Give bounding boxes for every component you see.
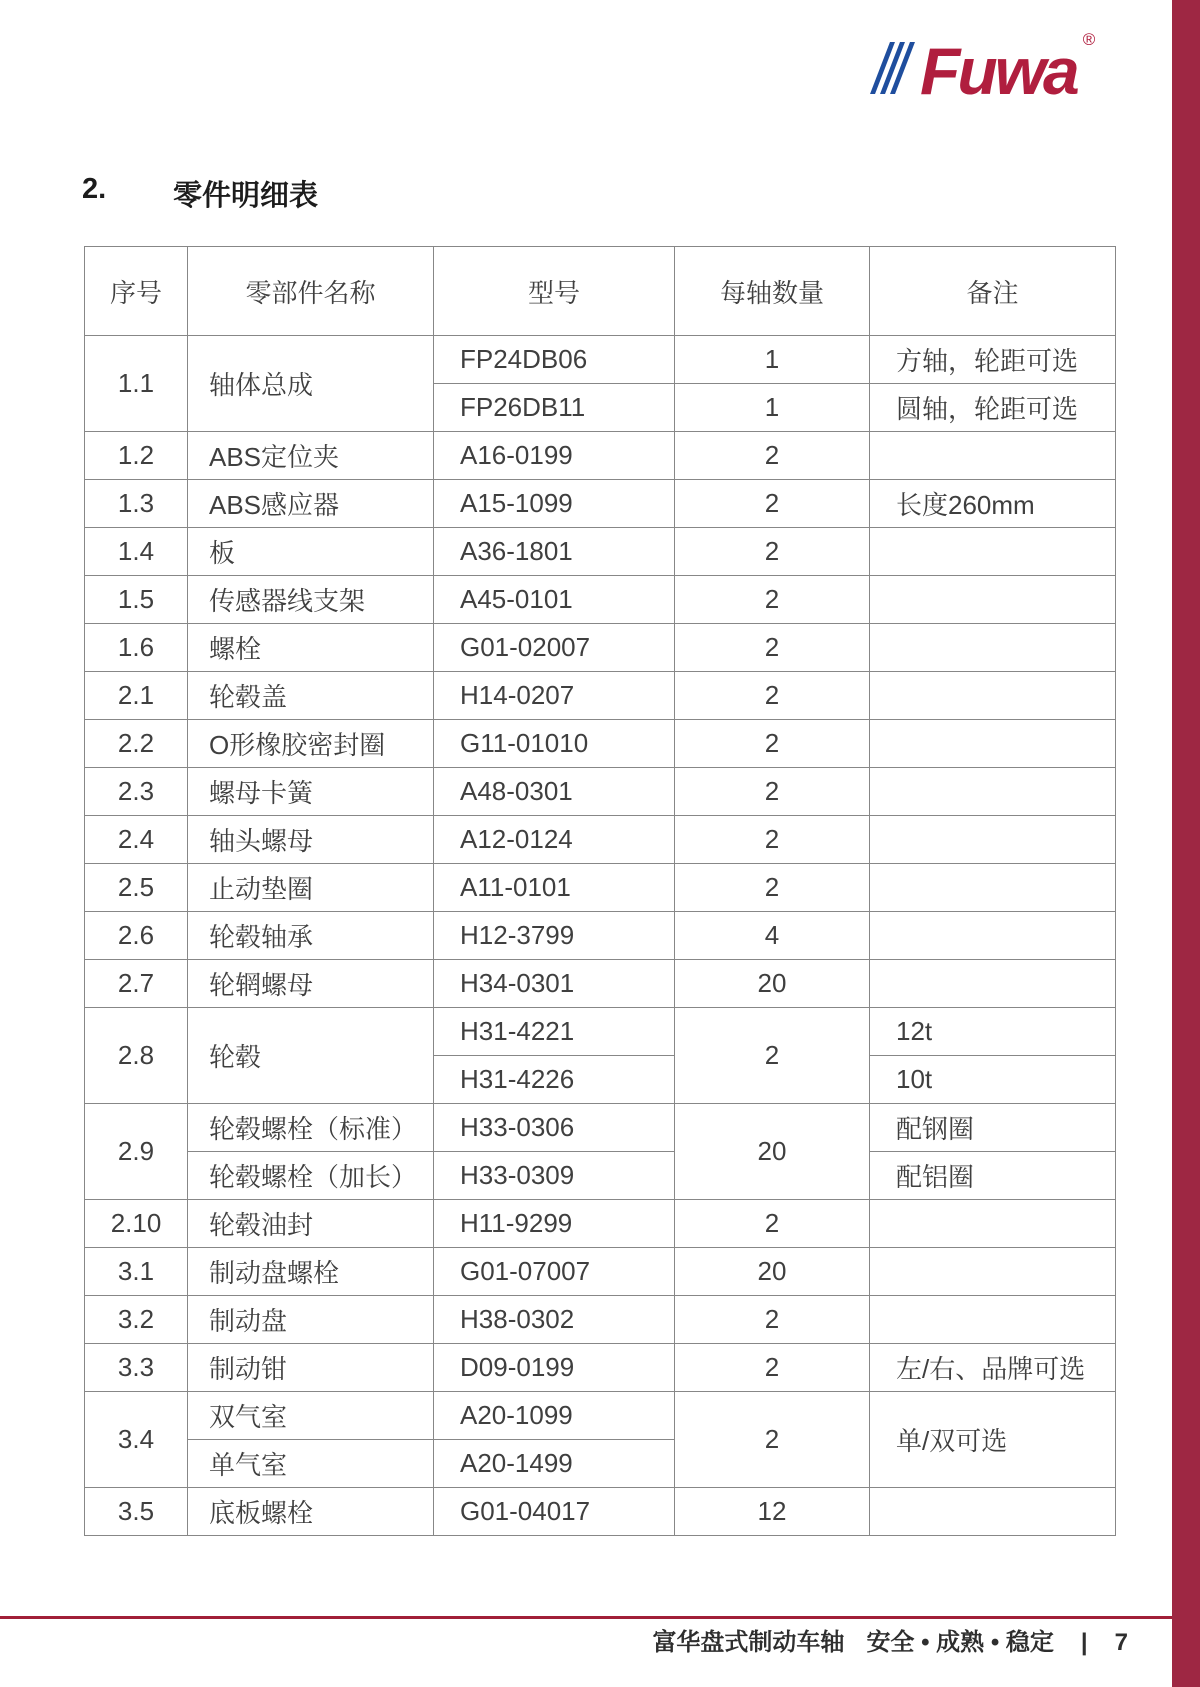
cell-name: 轮毂螺栓（加长） xyxy=(188,1152,434,1200)
fuwa-logo xyxy=(880,24,1096,109)
cell-remark: 左/右、品牌可选 xyxy=(870,1344,1116,1392)
section-number: 2. xyxy=(82,173,107,205)
cell-no: 2.4 xyxy=(85,816,188,864)
cell-remark xyxy=(870,960,1116,1008)
cell-name: 双气室 xyxy=(188,1392,434,1440)
table-row xyxy=(85,336,1116,384)
header-name: 零部件名称 xyxy=(188,247,434,336)
cell-qty: 20 xyxy=(675,1104,870,1200)
cell-no: 2.3 xyxy=(85,768,188,816)
cell-remark: 10t xyxy=(870,1056,1116,1104)
cell-name: 轮毂螺栓（标准） xyxy=(188,1104,434,1152)
cell-model: FP26DB11 xyxy=(434,384,675,432)
cell-no: 3.3 xyxy=(85,1344,188,1392)
cell-model: G01-02007 xyxy=(434,624,675,672)
footer-product: 富华盘式制动车轴 xyxy=(652,1629,845,1656)
parts-table-grid xyxy=(84,246,1116,1536)
table-row xyxy=(85,1392,1116,1440)
cell-model: A20-1499 xyxy=(434,1440,675,1488)
cell-model: H11-9299 xyxy=(434,1200,675,1248)
cell-qty: 20 xyxy=(675,1248,870,1296)
table-row xyxy=(85,624,1116,672)
cell-remark xyxy=(870,1488,1116,1536)
cell-name: 止动垫圈 xyxy=(188,864,434,912)
cell-model: A36-1801 xyxy=(434,528,675,576)
header-remark: 备注 xyxy=(870,247,1116,336)
footer-slogan: 安全 • 成熟 • 稳定 xyxy=(866,1629,1054,1656)
cell-name: O形橡胶密封圈 xyxy=(188,720,434,768)
cell-no: 1.1 xyxy=(85,336,188,432)
cell-model: A15-1099 xyxy=(434,480,675,528)
cell-name: ABS感应器 xyxy=(188,480,434,528)
cell-remark xyxy=(870,1200,1116,1248)
cell-qty: 2 xyxy=(675,576,870,624)
table-row xyxy=(85,1200,1116,1248)
cell-remark xyxy=(870,528,1116,576)
cell-remark: 配铝圈 xyxy=(870,1152,1116,1200)
cell-no: 3.5 xyxy=(85,1488,188,1536)
cell-qty: 2 xyxy=(675,768,870,816)
cell-qty: 2 xyxy=(675,480,870,528)
logo-text: Fuwa xyxy=(920,34,1077,109)
table-row xyxy=(85,1008,1116,1056)
table-row xyxy=(85,1248,1116,1296)
cell-remark xyxy=(870,816,1116,864)
cell-no: 1.2 xyxy=(85,432,188,480)
table-row xyxy=(85,528,1116,576)
cell-qty: 2 xyxy=(675,1296,870,1344)
cell-model: A48-0301 xyxy=(434,768,675,816)
cell-model: A12-0124 xyxy=(434,816,675,864)
table-row xyxy=(85,816,1116,864)
cell-model: H33-0309 xyxy=(434,1152,675,1200)
cell-name: ABS定位夹 xyxy=(188,432,434,480)
parts-table xyxy=(84,246,1116,1536)
cell-name: 轮毂盖 xyxy=(188,672,434,720)
cell-no: 1.4 xyxy=(85,528,188,576)
cell-remark xyxy=(870,912,1116,960)
cell-remark: 方轴，轮距可选 xyxy=(870,336,1116,384)
cell-remark: 配钢圈 xyxy=(870,1104,1116,1152)
footer xyxy=(652,1627,1128,1659)
cell-model: A20-1099 xyxy=(434,1392,675,1440)
cell-no: 1.6 xyxy=(85,624,188,672)
page-number: 7 xyxy=(1114,1629,1128,1656)
cell-no: 2.1 xyxy=(85,672,188,720)
cell-remark xyxy=(870,720,1116,768)
table-row xyxy=(85,960,1116,1008)
cell-qty: 1 xyxy=(675,384,870,432)
cell-no: 1.3 xyxy=(85,480,188,528)
cell-name: 传感器线支架 xyxy=(188,576,434,624)
cell-qty: 2 xyxy=(675,1200,870,1248)
cell-name: 板 xyxy=(188,528,434,576)
cell-name: 轴头螺母 xyxy=(188,816,434,864)
cell-qty: 2 xyxy=(675,1344,870,1392)
cell-model: A11-0101 xyxy=(434,864,675,912)
cell-model: H34-0301 xyxy=(434,960,675,1008)
cell-name: 制动盘 xyxy=(188,1296,434,1344)
cell-model: H31-4221 xyxy=(434,1008,675,1056)
cell-qty: 2 xyxy=(675,432,870,480)
header-model: 型号 xyxy=(434,247,675,336)
cell-remark: 圆轴，轮距可选 xyxy=(870,384,1116,432)
cell-qty: 2 xyxy=(675,1392,870,1488)
cell-model: G11-01010 xyxy=(434,720,675,768)
section-heading xyxy=(82,173,318,214)
cell-qty: 2 xyxy=(675,864,870,912)
cell-model: D09-0199 xyxy=(434,1344,675,1392)
table-row xyxy=(85,768,1116,816)
cell-model: H31-4226 xyxy=(434,1056,675,1104)
cell-model: FP24DB06 xyxy=(434,336,675,384)
cell-name: 轮毂油封 xyxy=(188,1200,434,1248)
cell-no: 2.5 xyxy=(85,864,188,912)
cell-no: 2.10 xyxy=(85,1200,188,1248)
cell-remark xyxy=(870,864,1116,912)
cell-model: H33-0306 xyxy=(434,1104,675,1152)
cell-remark: 12t xyxy=(870,1008,1116,1056)
cell-qty: 2 xyxy=(675,624,870,672)
table-row xyxy=(85,720,1116,768)
cell-model: H12-3799 xyxy=(434,912,675,960)
cell-remark xyxy=(870,1296,1116,1344)
cell-name: 轮毂 xyxy=(188,1008,434,1104)
cell-model: G01-04017 xyxy=(434,1488,675,1536)
cell-qty: 12 xyxy=(675,1488,870,1536)
table-row xyxy=(85,432,1116,480)
cell-qty: 2 xyxy=(675,672,870,720)
cell-model: H14-0207 xyxy=(434,672,675,720)
cell-no: 2.8 xyxy=(85,1008,188,1104)
table-row xyxy=(85,1296,1116,1344)
table-row xyxy=(85,1344,1116,1392)
cell-remark: 长度260mm xyxy=(870,480,1116,528)
cell-name: 底板螺栓 xyxy=(188,1488,434,1536)
cell-name: 轮辋螺母 xyxy=(188,960,434,1008)
cell-no: 2.9 xyxy=(85,1104,188,1200)
cell-remark xyxy=(870,624,1116,672)
table-row xyxy=(85,864,1116,912)
cell-qty: 2 xyxy=(675,816,870,864)
cell-name: 螺母卡簧 xyxy=(188,768,434,816)
cell-remark xyxy=(870,576,1116,624)
cell-no: 2.6 xyxy=(85,912,188,960)
cell-model: G01-07007 xyxy=(434,1248,675,1296)
header-no: 序号 xyxy=(85,247,188,336)
cell-name: 螺栓 xyxy=(188,624,434,672)
cell-name: 单气室 xyxy=(188,1440,434,1488)
table-row xyxy=(85,1488,1116,1536)
cell-name: 制动盘螺栓 xyxy=(188,1248,434,1296)
cell-qty: 20 xyxy=(675,960,870,1008)
cell-qty: 1 xyxy=(675,336,870,384)
cell-remark: 单/双可选 xyxy=(870,1392,1116,1488)
cell-remark xyxy=(870,432,1116,480)
footer-rule xyxy=(0,1616,1172,1619)
cell-remark xyxy=(870,672,1116,720)
logo-slashes-icon xyxy=(880,42,910,94)
cell-no: 2.2 xyxy=(85,720,188,768)
cell-no: 1.5 xyxy=(85,576,188,624)
cell-name: 轮毂轴承 xyxy=(188,912,434,960)
registered-mark: ® xyxy=(1082,30,1096,49)
cell-model: A16-0199 xyxy=(434,432,675,480)
section-title: 零件明细表 xyxy=(173,180,319,212)
table-row xyxy=(85,1104,1116,1152)
cell-qty: 2 xyxy=(675,1008,870,1104)
cell-remark xyxy=(870,1248,1116,1296)
cell-qty: 2 xyxy=(675,528,870,576)
cell-no: 3.1 xyxy=(85,1248,188,1296)
cell-qty: 2 xyxy=(675,720,870,768)
table-row xyxy=(85,1152,1116,1200)
cell-name: 轴体总成 xyxy=(188,336,434,432)
cell-name: 制动钳 xyxy=(188,1344,434,1392)
header-qty: 每轴数量 xyxy=(675,247,870,336)
table-row xyxy=(85,480,1116,528)
cell-no: 3.2 xyxy=(85,1296,188,1344)
footer-separator: | xyxy=(1080,1629,1088,1656)
cell-remark xyxy=(870,768,1116,816)
cell-no: 2.7 xyxy=(85,960,188,1008)
brand-stripe xyxy=(1172,0,1200,1687)
table-row xyxy=(85,912,1116,960)
table-row xyxy=(85,576,1116,624)
table-header-row xyxy=(85,247,1116,336)
table-row xyxy=(85,672,1116,720)
cell-model: H38-0302 xyxy=(434,1296,675,1344)
cell-qty: 4 xyxy=(675,912,870,960)
cell-no: 3.4 xyxy=(85,1392,188,1488)
cell-model: A45-0101 xyxy=(434,576,675,624)
